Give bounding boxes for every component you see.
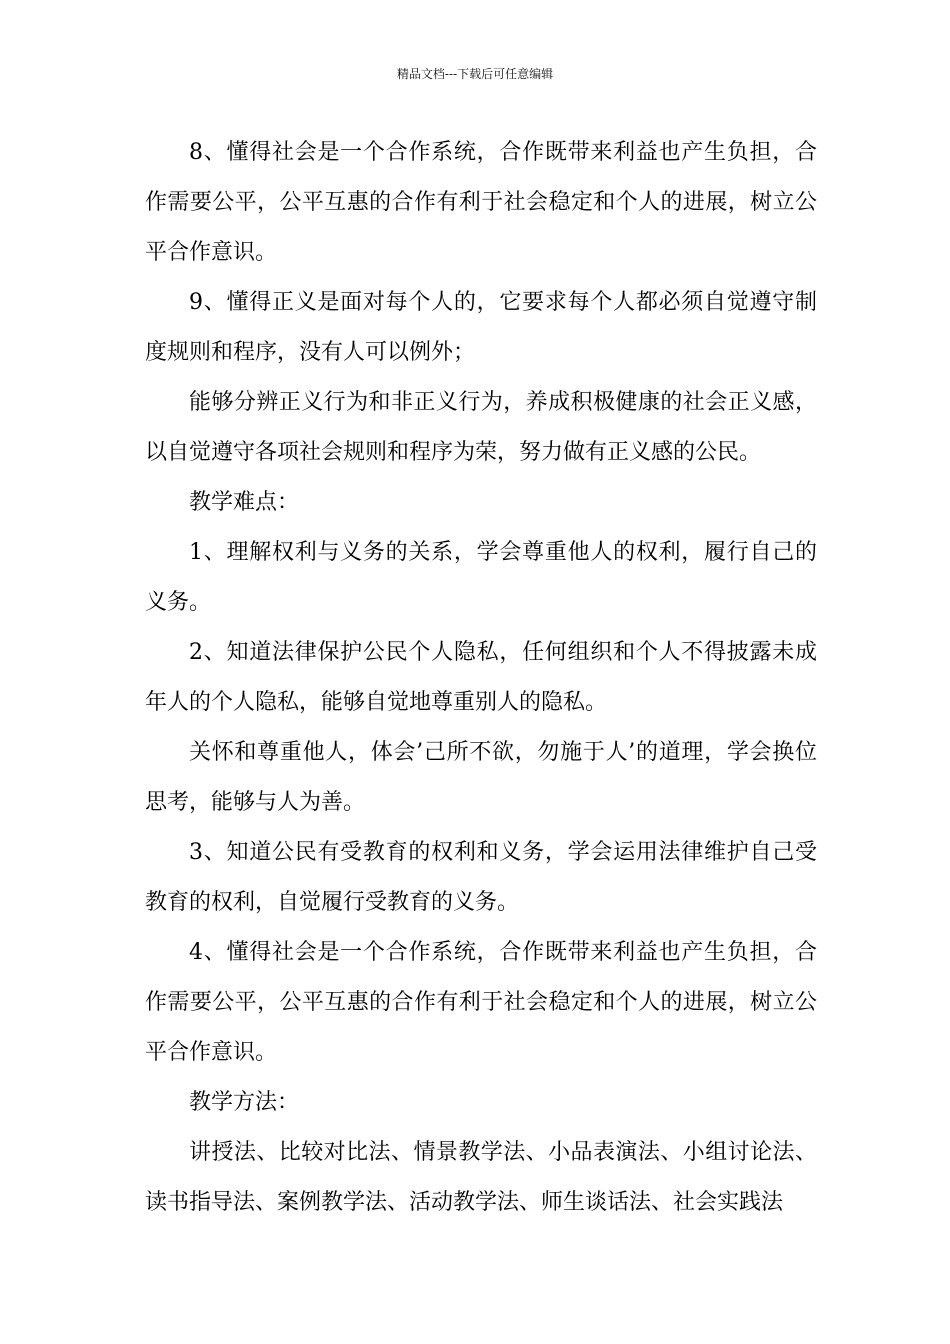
paragraph-difficulty-4: 4、懂得社会是一个合作系统，合作既带来利益也产生负担，合作需要公平，公平互惠的合作有利于社会稳定和个人的进展，树立公平合作意识。 (145, 940, 817, 1065)
section-heading-teaching-methods: 教学方法： (189, 1090, 300, 1115)
paragraph-item-8: 8、懂得社会是一个合作系统，合作既带来利益也产生负担，合作需要公平，公平互惠的合作有利于社会稳定和个人的进展，树立公平合作意识。 (145, 140, 817, 265)
section-heading-teaching-difficulties: 教学难点： (189, 490, 300, 515)
page-header: 精品文档---下载后可任意编辑 (396, 67, 554, 81)
paragraph-difficulty-2: 2、知道法律保护公民个人隐私，任何组织和个人不得披露未成年人的个人隐私，能够自觉地尊重别人的隐私。 (145, 640, 817, 715)
paragraph-item-9: 9、懂得正义是面对每个人的，它要求每个人都必须自觉遵守制度规则和程序，没有人可以例外； (145, 290, 817, 365)
paragraph-teaching-methods: 讲授法、比较对比法、情景教学法、小品表演法、小组讨论法、读书指导法、案例教学法、活动教学法、师生谈话法、社会实践法 (145, 1140, 817, 1215)
paragraph-difficulty-1: 1、理解权利与义务的关系，学会尊重他人的权利，履行自己的义务。 (145, 540, 817, 615)
paragraph-justice-sense: 能够分辨正义行为和非正义行为，养成积极健康的社会正义感，以自觉遵守各项社会规则和程序为荣，努力做有正义感的公民。 (145, 390, 817, 465)
paragraph-respect-others: 关怀和尊重他人，体会’己所不欲，勿施于人’的道理，学会换位思考，能够与人为善。 (145, 740, 817, 815)
document-body (145, 128, 817, 1228)
paragraph-difficulty-3: 3、知道公民有受教育的权利和义务，学会运用法律维护自己受教育的权利，自觉履行受教育的义务。 (145, 840, 817, 915)
